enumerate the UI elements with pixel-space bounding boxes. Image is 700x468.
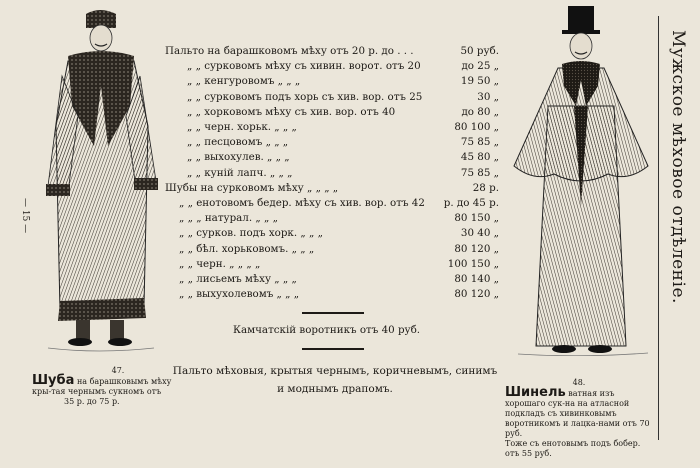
price-row: „ „ „ натурал. „ „ „ 80 150 „ [179, 212, 499, 225]
divider-rule [302, 348, 364, 350]
price-row: „ „ сурков. подъ хорк. „ „ „ 30 40 „ [179, 227, 499, 240]
price-row: „ „ сурковомъ подъ хорь съ хив. вор. отъ 25 30 „ [187, 90, 499, 103]
figure-47-price: 35 р. до 75 р. [64, 397, 120, 406]
price-row: „ „ черн. хорьк. „ „ „ 80 100 „ [187, 121, 499, 133]
figure-48-title: Шинель [505, 385, 566, 400]
figure-47-number: 47. [111, 366, 125, 375]
figure-47-title: Шуба [32, 373, 75, 388]
price-row: „ „ бѣл. хорьковомъ. „ „ „ 80 120 „ [179, 242, 499, 255]
covered-coats-note: Пальто мѣховыя, крытыя чернымъ, коричневымъ, синимъ и моднымъ драпомъ. [172, 365, 498, 395]
price-row: „ „ песцовомъ „ „ „ 75 85 „ [187, 136, 499, 149]
figure-47-caption [32, 366, 174, 407]
figure-48-note: Тоже съ енотовымъ подъ бобер. отъ 55 руб. [505, 439, 641, 458]
price-row: „ „ куній лапч. „ „ „ 75 85 „ [187, 166, 499, 179]
price-row: „ „ енотовомъ бедер. мѣху съ хив. вор. отъ 42 р. до 45 р. [179, 197, 499, 209]
divider-rule [302, 312, 364, 314]
figure-48-caption [505, 378, 653, 459]
kamchatka-collar-line: Камчатскій воротникъ отъ 40 руб. [233, 324, 421, 336]
price-row: „ „ выхохулев. „ „ „ 45 80 „ [187, 151, 499, 164]
price-row: „ „ выхухолевомъ „ „ „ 80 120 „ [179, 288, 499, 301]
price-row: „ „ сурковомъ мѣху съ хивин. ворот. отъ 20 до 25 „ [187, 60, 499, 73]
price-row: „ „ лисьемъ мѣху „ „ „ 80 140 „ [179, 273, 499, 285]
figure-48-number: 48. [572, 378, 586, 387]
page-number: — 15 — [20, 198, 30, 234]
fur-coat-illustration [38, 6, 164, 356]
price-row: „ „ кенгуровомъ „ „ „ 19 50 „ [187, 75, 499, 88]
figure-47-description: на барашковымъ мѣху кры-тая чернымъ сукномъ отъ [32, 377, 172, 396]
price-row: Шубы на сурковомъ мѣху „ „ „ „ 28 р. [165, 181, 499, 194]
price-row: „ „ черн. „ „ „ „ 100 150 „ [179, 257, 499, 270]
price-row: Пальто на барашковомъ мѣху отъ 20 р. до . . . 50 руб. [165, 45, 499, 57]
section-title: Мужское мѣховое отдѣленіе. [668, 30, 688, 304]
price-row: „ „ хорковомъ мѣху съ хив. вор. отъ 40 до 80 „ [187, 105, 499, 118]
sidebar-divider [658, 16, 659, 440]
cape-overcoat-illustration [508, 6, 656, 356]
figure-48-description: ватная изъ хорошаго сук-на на атласной подкладъ съ хивинковымъ воротникомъ и лацка-нами отъ 70 руб. [505, 389, 650, 438]
